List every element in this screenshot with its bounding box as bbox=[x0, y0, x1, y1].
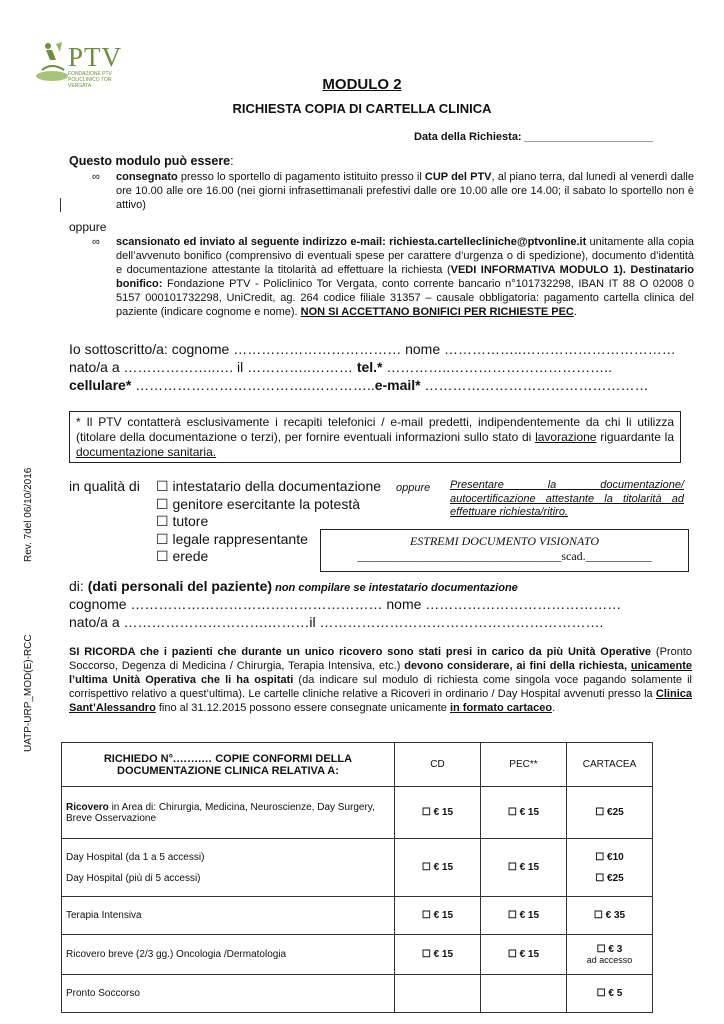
field-line-2[interactable] bbox=[69, 359, 612, 375]
row-dh-desc: Day Hospital (da 1 a 5 accessi) Day Hospital (più di 5 accessi) bbox=[62, 839, 395, 897]
table-row bbox=[62, 839, 653, 897]
cell-pec[interactable]: ☐ € 15 bbox=[480, 935, 566, 975]
header-paper: CARTACEA bbox=[566, 743, 652, 787]
quality-oppure: oppure bbox=[396, 482, 431, 494]
notice-text2: riguardante la bbox=[596, 430, 674, 444]
contact-notice-box bbox=[69, 411, 681, 463]
logo-name: PTV bbox=[68, 42, 123, 72]
birth-field: nato/a a ………………..…. il …………..……… bbox=[69, 359, 357, 375]
cell-cd[interactable]: ☐ € 15 bbox=[394, 897, 480, 935]
table-row bbox=[62, 935, 653, 975]
checkbox-icon[interactable]: ☐ bbox=[156, 478, 169, 494]
b2-bold2: VEDI INFORMATIVA MODULO 1). Destinatario bonifico: bbox=[116, 264, 694, 290]
option-erede[interactable]: ☐ erede bbox=[156, 548, 209, 564]
checkbox-icon[interactable]: ☐ bbox=[156, 513, 169, 529]
logo-line1: FONDAZIONE PTV bbox=[68, 71, 112, 77]
table-row bbox=[62, 975, 653, 1013]
option-intestatario[interactable]: ☐ intestatario della documentazione bbox=[156, 478, 382, 494]
email-label: e-mail* bbox=[374, 377, 421, 393]
b2-text2: Fondazione PTV - Policlinico Tor Vergata, conto corrente bancario n°101732298, IBAN IT 88 O 02008 0 5157 000101732298, UniCredit, ag. 264 codice filiale 31357 – causale obbligatoria: pagamento cartella clinica del paziente (indicare cognome e nome). bbox=[116, 278, 694, 318]
header-desc: RICHIEDO N°.…….… COPIE CONFORMI DELLA DOCUMENTAZIONE CLINICA RELATIVA A: bbox=[62, 743, 395, 787]
header-pec: PEC** bbox=[480, 743, 566, 787]
checkbox-icon[interactable]: ☐ bbox=[156, 495, 169, 512]
cell-paper[interactable]: ☐ €25 bbox=[566, 787, 652, 839]
quality-note: Presentare la documentazione/ autocertificazione attestante la titolarità ad effettuare richiesta/ritiro. bbox=[450, 479, 684, 518]
page-subtitle: RICHIESTA COPIA DI CARTELLA CLINICA bbox=[232, 101, 492, 116]
table-row bbox=[62, 787, 653, 839]
b2-text3: . bbox=[573, 306, 577, 318]
header-cd: CD bbox=[394, 743, 480, 787]
option-genitore[interactable]: ☐ genitore esercitante la potestà bbox=[156, 495, 361, 512]
mobile-field: ………………………………..………….. bbox=[131, 377, 375, 393]
document-box bbox=[320, 529, 689, 572]
bullet-scansionato bbox=[92, 235, 695, 319]
bullet-icon: ∞ bbox=[92, 236, 100, 248]
cell-paper[interactable]: ☐ € 5 bbox=[566, 975, 652, 1013]
intro-lead-text: Questo modulo può essere bbox=[69, 154, 231, 168]
field-line-3[interactable] bbox=[69, 377, 649, 393]
patient-heading: di: (dati personali del paziente) non compilare se intestatario documentazione bbox=[69, 578, 518, 594]
table-header-row bbox=[62, 743, 653, 787]
notice-text: * Il PTV contatterà esclusivamente i recapiti telefonici / e-mail predetti, indipendentemente da chi li utilizza (titolare della documentazione o terzi), per fornire eventuali informazioni sullo stato di bbox=[76, 415, 674, 444]
tel-label: tel.* bbox=[356, 359, 383, 375]
b1-text: presso lo sportello di pagamento istituito presso il bbox=[177, 171, 425, 183]
margin-mark bbox=[60, 198, 61, 212]
field-line-1[interactable]: Io sottoscritto/a: cognome ……………………………… nome ……………..…………………………… bbox=[69, 341, 676, 357]
tel-field: …………..…………………………….. bbox=[382, 359, 612, 375]
bullet-icon: ∞ bbox=[92, 171, 100, 183]
document-box-title: ESTREMI DOCUMENTO VISIONATO bbox=[409, 534, 600, 548]
revision-label: Rev. 7del 06/10/2016 bbox=[23, 467, 34, 562]
table-row bbox=[62, 897, 653, 935]
cell-cd-empty bbox=[394, 975, 480, 1013]
cell-pec[interactable]: ☐ € 15 bbox=[480, 897, 566, 935]
cell-cd[interactable]: ☐ € 15 bbox=[394, 839, 480, 897]
oppure-label: oppure bbox=[69, 220, 107, 234]
cell-pec-empty bbox=[480, 975, 566, 1013]
cell-paper[interactable]: ☐ €10 ☐ €25 bbox=[566, 839, 652, 897]
reminder-paragraph: SI RICORDA che i pazienti che durante un unico ricovero sono stati presi in carico da più Unità Operative (Pronto Soccorso, Degenza di Medicina / Chirurgia, Terapia Intensiva, etc.) devono considerare, ai fini della richiesta, unicamente l’ultima Unità Operativa che li ha ospitati (da indicare sul modulo di richiesta come singola voce pagando solamente il corrispettivo relativo a quest’ultima). Le cartelle cliniche relative a Ricoveri in ordinario / Day Hospital avvenuti presso la Clinica Sant’Alessandro fino al 31.12.2015 possono essere consegnate unicamente in formato cartaceo. bbox=[69, 646, 693, 714]
row-ti-desc: Terapia Intensiva bbox=[62, 897, 395, 935]
b2-bold3: NON SI ACCETTANO BONIFICI PER RICHIESTE PEC bbox=[300, 306, 574, 318]
patient-line-1[interactable]: cognome ……………………………………………… nome …………………………………… bbox=[69, 596, 622, 612]
row-onco-desc: Ricovero breve (2/3 gg.) Oncologia /Dermatologia bbox=[62, 935, 395, 975]
b1-bold2: CUP del PTV bbox=[424, 171, 492, 183]
quality-label: in qualità di bbox=[69, 478, 140, 494]
mobile-label: cellulare* bbox=[69, 377, 132, 393]
b2-bold: scansionato ed inviato al seguente indirizzo e-mail: richiesta.cartellecliniche@ptvonline.it bbox=[116, 236, 587, 248]
page-title: MODULO 2 bbox=[322, 76, 402, 93]
request-table bbox=[61, 742, 653, 1013]
document-box-line[interactable]: __________________________________scad.___________ bbox=[357, 549, 652, 563]
notice-u1: lavorazione bbox=[535, 430, 597, 444]
b2-text: unitamente alla copia dell’avvenuto bonifico (comprensivo di eventuali spese per carattere d’urgenza o di spedizione), documento d’identità e documentazione attestante la titolarità ad effettuare la richiesta ( bbox=[116, 236, 695, 276]
option-legale[interactable]: ☐ legale rappresentante bbox=[156, 530, 308, 547]
cell-paper[interactable]: ☐ € 3 ad accesso bbox=[566, 935, 652, 975]
email-field: ………………………………………… bbox=[420, 377, 649, 393]
row-ps-desc: Pronto Soccorso bbox=[62, 975, 395, 1013]
cell-cd[interactable]: ☐ € 15 bbox=[394, 787, 480, 839]
b1-text2: , al piano terra, dal lunedì al venerdì dalle ore 10.00 alle ore 16.00 (nei giorni infrasettimanali prefestivi dalle ore 10.00 alle ore 14.00; il sabato lo sportello non è attivo) bbox=[116, 171, 694, 211]
patient-line-2[interactable]: nato/a a ………………………….………il ……………………………………………………. bbox=[69, 614, 604, 630]
option-tutore[interactable]: ☐ tutore bbox=[156, 513, 209, 529]
intro-lead bbox=[69, 154, 234, 168]
cell-pec[interactable]: ☐ € 15 bbox=[480, 787, 566, 839]
bullet-consegnato bbox=[92, 170, 694, 212]
cell-paper[interactable]: ☐ € 35 bbox=[566, 897, 652, 935]
checkbox-icon[interactable]: ☐ bbox=[156, 530, 169, 547]
cell-pec[interactable]: ☐ € 15 bbox=[480, 839, 566, 897]
row-ricovero-desc: Ricovero in Area di: Chirurgia, Medicina, Neuroscienze, Day Surgery, Breve Osservazione bbox=[62, 787, 395, 839]
intro-colon: : bbox=[230, 154, 234, 168]
b1-bold: consegnato bbox=[116, 171, 178, 183]
date-field: Data della Richiesta: _____________________ bbox=[414, 131, 654, 143]
cell-cd[interactable]: ☐ € 15 bbox=[394, 935, 480, 975]
checkbox-icon[interactable]: ☐ bbox=[156, 548, 169, 564]
form-code: UATP-URP_MOD(E)-RCC bbox=[23, 634, 34, 752]
logo-line2: POLICLINICO TOR VERGATA bbox=[68, 77, 112, 89]
notice-u2: documentazione sanitaria. bbox=[76, 445, 217, 459]
